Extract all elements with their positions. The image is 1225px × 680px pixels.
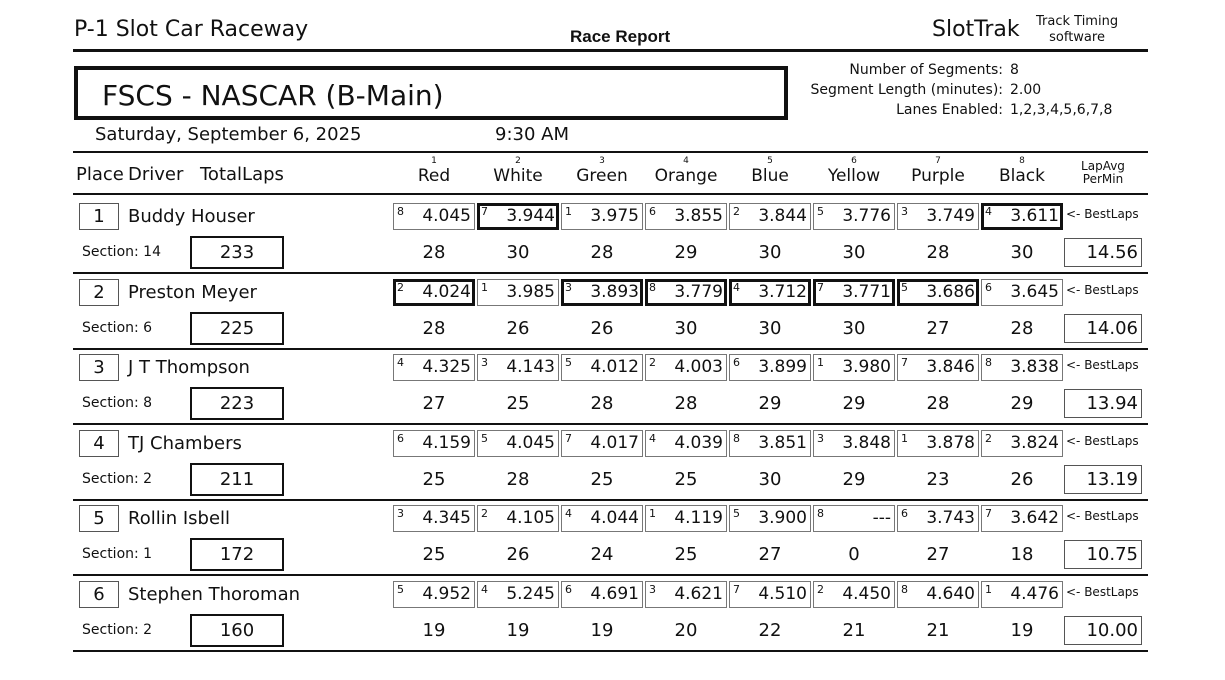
best-lap-cell	[729, 581, 811, 608]
row-divider	[73, 574, 1148, 576]
best-lap-lane: 6	[565, 583, 572, 596]
lane-laps: 30	[758, 242, 782, 263]
segments-row	[790, 60, 1150, 80]
best-lap-time: 3.838	[1010, 357, 1059, 378]
best-lap-time: 3.846	[926, 357, 975, 378]
best-lap-lane: 3	[481, 356, 488, 370]
lap-avg-value: 13.19	[1086, 468, 1138, 490]
lane-number: 2	[515, 156, 521, 166]
lane-laps: 21	[842, 620, 866, 641]
lane-laps: 19	[422, 620, 446, 641]
best-lap-cell	[897, 505, 979, 532]
best-lap-cell	[477, 581, 559, 608]
lap-avg-value: 14.06	[1086, 317, 1138, 339]
total-laps: 160	[190, 614, 284, 647]
bestlaps-label: <- BestLaps	[1066, 585, 1139, 599]
best-lap-lane: 8	[733, 431, 740, 445]
best-lap-time: 3.844	[758, 206, 807, 226]
best-lap-time: 3.848	[842, 432, 891, 453]
best-lap-lane: 2	[817, 583, 824, 596]
best-lap-cell	[897, 203, 979, 230]
lane-laps: 25	[674, 544, 698, 566]
best-lap-cell	[477, 505, 559, 532]
lane-laps: 28	[674, 393, 698, 415]
lane-color: Red	[417, 166, 451, 186]
best-lap-cell	[645, 354, 727, 381]
best-lap-time: 4.003	[674, 357, 723, 378]
best-lap-time: 3.749	[926, 206, 975, 226]
best-lap-cell	[813, 505, 895, 532]
best-lap-time: 3.855	[674, 206, 723, 226]
lane-header-yellow	[813, 156, 895, 186]
lane-header-black	[981, 156, 1063, 186]
best-lap-time: 4.952	[422, 584, 471, 604]
best-lap-time: 4.045	[506, 432, 555, 453]
best-lap-lane: 1	[817, 356, 824, 370]
lane-header-green	[561, 156, 643, 186]
best-lap-lane: 6	[649, 205, 656, 218]
best-lap-lane: 3	[817, 431, 824, 445]
best-lap-time: 3.776	[842, 206, 891, 226]
place-header: Place	[76, 164, 124, 185]
lane-laps: 25	[422, 468, 446, 490]
lane-laps: 19	[506, 620, 530, 641]
best-lap-cell	[729, 430, 811, 457]
best-lap-time: 4.119	[674, 508, 723, 529]
best-lap-time: 5.245	[506, 584, 555, 604]
best-lap-time: 4.345	[422, 508, 471, 529]
driver-name: TJ Chambers	[128, 432, 242, 454]
lane-laps: 28	[1010, 317, 1034, 339]
lane-laps: 26	[506, 317, 530, 339]
race-name-box	[74, 66, 788, 120]
place-box: 6	[79, 581, 119, 608]
lane-laps: 27	[422, 393, 446, 415]
best-lap-lane: 7	[901, 356, 908, 370]
lane-laps: 28	[506, 468, 530, 490]
lane-laps: 28	[926, 393, 950, 415]
best-lap-cell	[897, 581, 979, 608]
driver-name: Buddy Houser	[128, 206, 255, 227]
best-lap-time: ---	[872, 508, 891, 529]
best-lap-lane: 5	[481, 431, 488, 445]
best-lap-cell	[981, 354, 1063, 381]
best-lap-time: 4.621	[674, 584, 723, 604]
best-lap-lane: 8	[985, 356, 992, 370]
lane-laps: 29	[842, 393, 866, 415]
lane-laps: 30	[1010, 242, 1034, 263]
lane-laps: 29	[758, 393, 782, 415]
lane-laps: 20	[674, 620, 698, 641]
lapavg-header-line1: LapAvg	[1081, 159, 1125, 173]
best-lap-cell	[561, 354, 643, 381]
lane-color: White	[493, 166, 543, 186]
best-lap-time: 4.024	[422, 281, 471, 302]
best-lap-lane: 2	[397, 280, 404, 294]
lane-laps: 0	[848, 544, 860, 566]
lane-laps: 30	[674, 317, 698, 339]
best-lap-time: 3.975	[590, 206, 639, 226]
best-lap-lane: 7	[985, 507, 992, 521]
software-name: SlotTrak	[932, 17, 1020, 42]
lane-laps: 26	[1010, 468, 1034, 490]
lane-laps: 23	[926, 468, 950, 490]
best-lap-cell	[729, 279, 811, 306]
lapavg-header	[1064, 160, 1142, 186]
lane-header-red	[393, 156, 475, 186]
lanes-row	[790, 100, 1150, 120]
best-lap-time: 4.039	[674, 432, 723, 453]
best-lap-time: 3.985	[506, 281, 555, 302]
lane-laps: 27	[926, 317, 950, 339]
report-title: Race Report	[570, 27, 671, 46]
software-tagline-line2: software	[1049, 30, 1105, 45]
lane-laps: 30	[758, 468, 782, 490]
bestlaps-label: <- BestLaps	[1066, 509, 1139, 524]
lane-laps: 28	[590, 393, 614, 415]
lapavg-header-line2: PerMin	[1082, 172, 1124, 186]
best-lap-cell	[561, 505, 643, 532]
best-lap-cell	[729, 354, 811, 381]
best-lap-time: 3.642	[1010, 508, 1059, 529]
lane-laps: 27	[926, 544, 950, 566]
lane-number: 5	[767, 156, 773, 166]
row-divider	[73, 650, 1148, 652]
section-label: Section: 1	[82, 546, 153, 563]
lap-avg-per-min	[1064, 540, 1142, 569]
best-lap-cell	[393, 354, 475, 381]
lane-laps: 29	[1010, 393, 1034, 415]
best-lap-cell	[897, 354, 979, 381]
best-lap-cell	[981, 430, 1063, 457]
row-divider	[73, 348, 1148, 350]
best-lap-lane: 5	[901, 280, 908, 294]
header-rule	[73, 49, 1148, 52]
race-date: Saturday, September 6, 2025	[95, 124, 362, 145]
lap-avg-per-min	[1064, 238, 1142, 267]
lane-color: Green	[576, 166, 628, 186]
best-lap-lane: 2	[649, 356, 656, 370]
total-laps: 211	[190, 463, 284, 496]
bestlaps-label: <- BestLaps	[1066, 282, 1139, 297]
lane-laps: 22	[758, 620, 782, 641]
lane-number: 4	[683, 156, 689, 166]
best-lap-cell	[981, 581, 1063, 608]
best-lap-time: 3.893	[590, 281, 639, 302]
lane-color: Orange	[654, 166, 718, 186]
best-lap-lane: 6	[397, 431, 404, 445]
total-laps: 225	[190, 312, 284, 345]
best-lap-cell	[813, 279, 895, 306]
best-lap-cell	[561, 581, 643, 608]
lane-laps: 27	[758, 544, 782, 566]
best-lap-cell	[645, 430, 727, 457]
lap-avg-per-min	[1064, 465, 1142, 494]
best-lap-time: 4.105	[506, 508, 555, 529]
best-lap-cell	[561, 279, 643, 306]
best-lap-lane: 2	[985, 431, 992, 445]
best-lap-cell	[729, 505, 811, 532]
best-lap-cell	[393, 505, 475, 532]
place-box: 1	[79, 203, 119, 230]
segments-value: 8	[1010, 62, 1019, 78]
place-box: 5	[79, 505, 119, 532]
best-lap-cell	[645, 203, 727, 230]
best-lap-cell	[561, 203, 643, 230]
best-lap-time: 4.325	[422, 357, 471, 378]
best-lap-lane: 4	[565, 507, 572, 521]
lane-laps: 24	[590, 544, 614, 566]
race-settings	[790, 60, 1150, 120]
section-label: Section: 8	[82, 395, 153, 412]
best-lap-cell	[645, 581, 727, 608]
driver-name: Rollin Isbell	[128, 508, 231, 530]
best-lap-lane: 4	[649, 431, 656, 445]
best-lap-time: 3.824	[1010, 432, 1059, 453]
best-lap-cell	[813, 430, 895, 457]
best-lap-lane: 7	[565, 431, 572, 445]
place-box: 2	[79, 279, 119, 306]
best-lap-time: 3.743	[926, 508, 975, 529]
best-lap-cell	[393, 203, 475, 230]
lane-laps: 26	[506, 544, 530, 566]
driver-name: J T Thompson	[128, 357, 250, 379]
best-lap-time: 4.017	[590, 432, 639, 453]
column-header-rule	[73, 193, 1148, 195]
best-lap-lane: 1	[649, 507, 656, 521]
best-lap-cell	[897, 430, 979, 457]
best-lap-lane: 7	[481, 205, 488, 218]
best-lap-time: 4.450	[842, 584, 891, 604]
best-lap-cell	[561, 430, 643, 457]
best-lap-time: 4.476	[1010, 584, 1059, 604]
best-lap-lane: 5	[397, 583, 404, 596]
place-box: 3	[79, 354, 119, 381]
best-lap-lane: 4	[985, 205, 992, 218]
best-lap-lane: 8	[397, 205, 404, 218]
section-label: Section: 14	[82, 244, 161, 260]
total-laps: 223	[190, 387, 284, 420]
section-label: Section: 6	[82, 319, 153, 336]
best-lap-time: 4.691	[590, 584, 639, 604]
best-lap-time: 3.779	[674, 281, 723, 302]
best-lap-lane: 4	[397, 356, 404, 370]
row-divider	[73, 423, 1148, 425]
bestlaps-label: <- BestLaps	[1066, 358, 1139, 373]
lanes-label: Lanes Enabled:	[896, 102, 1003, 118]
best-lap-lane: 8	[649, 280, 656, 294]
best-lap-lane: 5	[817, 205, 824, 218]
lane-laps: 25	[506, 393, 530, 415]
best-lap-cell	[813, 203, 895, 230]
best-lap-lane: 3	[901, 205, 908, 218]
best-lap-lane: 7	[817, 280, 824, 294]
lane-header-blue	[729, 156, 811, 186]
best-lap-time: 3.686	[926, 281, 975, 302]
lane-laps: 29	[842, 468, 866, 490]
lane-color: Black	[999, 166, 1045, 186]
race-time: 9:30 AM	[495, 124, 569, 145]
best-lap-lane: 6	[733, 356, 740, 370]
best-lap-lane: 1	[565, 205, 572, 218]
best-lap-cell	[981, 279, 1063, 306]
best-lap-cell	[393, 581, 475, 608]
lane-header-white	[477, 156, 559, 186]
best-lap-lane: 3	[397, 507, 404, 521]
lane-laps: 28	[590, 242, 614, 263]
best-lap-cell	[477, 430, 559, 457]
driver-header: Driver	[128, 164, 184, 185]
best-lap-cell	[393, 430, 475, 457]
best-lap-lane: 6	[901, 507, 908, 521]
best-lap-cell	[645, 505, 727, 532]
best-lap-lane: 4	[733, 280, 740, 294]
total-laps: 172	[190, 538, 284, 571]
total-laps-header: TotalLaps	[200, 164, 284, 185]
lane-laps: 29	[674, 242, 698, 263]
best-lap-time: 3.771	[842, 281, 891, 302]
best-lap-time: 3.900	[758, 508, 807, 529]
best-lap-lane: 5	[733, 507, 740, 521]
best-lap-time: 3.611	[1010, 206, 1059, 226]
best-lap-lane: 8	[817, 507, 824, 521]
lap-avg-value: 10.00	[1086, 620, 1138, 641]
lane-color: Purple	[911, 166, 965, 186]
lanes-value: 1,2,3,4,5,6,7,8	[1010, 102, 1113, 118]
lane-number: 7	[935, 156, 941, 166]
driver-name: Preston Meyer	[128, 281, 257, 303]
best-lap-time: 3.944	[506, 206, 555, 226]
section-label: Section: 2	[82, 470, 153, 487]
segment-length-label: Segment Length (minutes):	[810, 82, 1003, 98]
lane-laps: 28	[926, 242, 950, 263]
best-lap-time: 4.045	[422, 206, 471, 226]
best-lap-cell	[813, 354, 895, 381]
section-label: Section: 2	[82, 622, 153, 638]
row-divider	[73, 272, 1148, 274]
bestlaps-label: <- BestLaps	[1066, 207, 1139, 221]
best-lap-time: 4.510	[758, 584, 807, 604]
row-divider	[73, 499, 1148, 501]
best-lap-cell	[897, 279, 979, 306]
lane-laps: 25	[422, 544, 446, 566]
software-tagline-line1: Track Timing	[1036, 14, 1119, 29]
lane-laps: 30	[842, 242, 866, 263]
track-name: P-1 Slot Car Raceway	[74, 17, 309, 42]
lane-laps: 26	[590, 317, 614, 339]
lane-laps: 18	[1010, 544, 1034, 566]
best-lap-time: 3.980	[842, 357, 891, 378]
best-lap-time: 4.143	[506, 357, 555, 378]
best-lap-lane: 7	[733, 583, 740, 596]
best-lap-time: 3.878	[926, 432, 975, 453]
best-lap-lane: 1	[985, 583, 992, 596]
lap-avg-value: 14.56	[1086, 242, 1138, 263]
best-lap-time: 3.712	[758, 281, 807, 302]
lane-laps: 19	[590, 620, 614, 641]
best-lap-lane: 2	[481, 507, 488, 521]
best-lap-lane: 4	[481, 583, 488, 596]
best-lap-lane: 1	[481, 280, 488, 294]
lane-color: Yellow	[827, 166, 881, 186]
software-tagline	[1036, 14, 1118, 46]
best-lap-lane: 5	[565, 356, 572, 370]
lane-number: 8	[1019, 156, 1025, 166]
lane-number: 1	[431, 156, 437, 166]
lane-laps: 25	[674, 468, 698, 490]
bestlaps-label: <- BestLaps	[1066, 433, 1139, 448]
best-lap-lane: 2	[733, 205, 740, 218]
best-lap-time: 4.159	[422, 432, 471, 453]
lane-color: Blue	[751, 166, 789, 186]
lane-number: 6	[851, 156, 857, 166]
best-lap-cell	[813, 581, 895, 608]
lap-avg-value: 13.94	[1086, 393, 1138, 415]
best-lap-cell	[477, 203, 559, 230]
lane-laps: 25	[590, 468, 614, 490]
lap-avg-per-min	[1064, 616, 1142, 645]
segment-length-value: 2.00	[1010, 82, 1042, 98]
lane-laps: 30	[842, 317, 866, 339]
best-lap-time: 4.044	[590, 508, 639, 529]
best-lap-time: 4.640	[926, 584, 975, 604]
lane-laps: 19	[1010, 620, 1034, 641]
best-lap-cell	[981, 505, 1063, 532]
place-box: 4	[79, 430, 119, 457]
lap-avg-per-min	[1064, 314, 1142, 343]
lap-avg-value: 10.75	[1086, 544, 1138, 566]
best-lap-lane: 3	[565, 280, 572, 294]
best-lap-lane: 1	[901, 431, 908, 445]
best-lap-time: 3.851	[758, 432, 807, 453]
best-lap-lane: 8	[901, 583, 908, 596]
lane-laps: 30	[758, 317, 782, 339]
best-lap-cell	[477, 279, 559, 306]
best-lap-time: 4.012	[590, 357, 639, 378]
lap-avg-per-min	[1064, 389, 1142, 418]
lane-header-orange	[645, 156, 727, 186]
date-rule	[73, 151, 1148, 153]
race-name: FSCS - NASCAR (B-Main)	[102, 79, 444, 112]
lane-number: 3	[599, 156, 605, 166]
segment-length-row	[790, 80, 1150, 100]
total-laps: 233	[190, 236, 284, 269]
lane-laps: 21	[926, 620, 950, 641]
best-lap-time: 3.899	[758, 357, 807, 378]
best-lap-cell	[981, 203, 1063, 230]
segments-label: Number of Segments:	[849, 62, 1003, 78]
lane-laps: 28	[422, 242, 446, 263]
best-lap-cell	[645, 279, 727, 306]
driver-name: Stephen Thoroman	[128, 584, 301, 605]
best-lap-lane: 3	[649, 583, 656, 596]
lane-header-purple	[897, 156, 979, 186]
lane-laps: 28	[422, 317, 446, 339]
best-lap-cell	[393, 279, 475, 306]
lane-laps: 30	[506, 242, 530, 263]
best-lap-lane: 6	[985, 280, 992, 294]
best-lap-cell	[477, 354, 559, 381]
best-lap-cell	[729, 203, 811, 230]
best-lap-time: 3.645	[1010, 281, 1059, 302]
